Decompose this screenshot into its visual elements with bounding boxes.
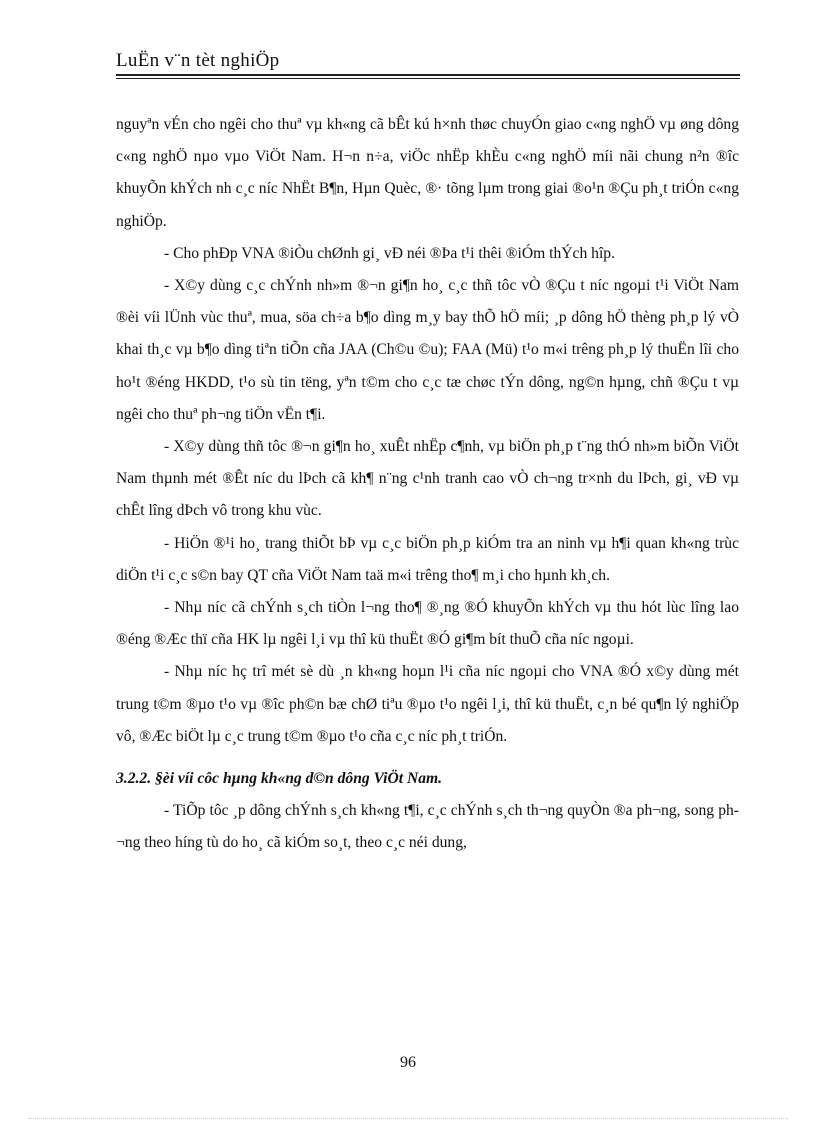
paragraph: - Nhµ níc hç trî mét sè dù ¸n kh«ng hoµn l¹i cña níc ngoµi cho VNA ®Ó x©y dùng mét trung t©m ®µo t¹o vµ ®îc ph©n bæ chØ tiªu ®µo t¹o ngêi l¸i, thî kü thuËt, c¸n bé qu¶n lý nghiÖp vô, ®Æc biÖt lµ c¸c trung t©m ®µo t¹o cña c¸c níc ph¸t triÓn. [116, 663, 739, 745]
paragraph: - Nhµ níc cã chÝnh s¸ch tiÒn l¬ng tho¶ ®¸ng ®Ó khuyÕn khÝch vµ thu hót lùc lîng lao ®éng ®Æc thï cña HK lµ ngêi l¸i vµ thî kü thuËt ®Ó gi¶m bít thuÕ cña níc ngoµi. [116, 599, 739, 649]
paragraph: - X©y dùng thñ tôc ®¬n gi¶n ho¸ xuÊt nhËp c¶nh, vµ biÖn ph¸p t¨ng thÓ nh»m biÕn ViÖt Nam thµnh mét ®Êt níc du lÞch cã kh¶ n¨ng c¹nh tranh cao vÒ ch¬ng tr×nh du lÞch, gi¸ vÐ vµ chÊt lîng dÞch vô trong khu vùc. [116, 438, 739, 520]
paragraph: - HiÖn ®¹i ho¸ trang thiÕt bÞ vµ c¸c biÖn ph¸p kiÓm tra an ninh vµ h¶i quan kh«ng trùc diÖn t¹i c¸c s©n bay QT cña ViÖt Nam taä m«i trêng tho¶ m¸i cho hµnh kh¸ch. [116, 534, 739, 584]
header-rule-thin [116, 78, 740, 79]
footer-divider [28, 1118, 788, 1119]
running-header: LuËn v¨n tèt nghiÖp [116, 50, 280, 71]
paragraph: nguyªn vÉn cho ngêi cho thuª vµ kh«ng cã bÊt kú h×nh thøc chuyÓn giao c«ng nghÖ vµ øng dông c«ng nghÖ nµo vµo ViÖt Nam. H¬n n÷a, viÖc nhËp khÈu c«ng nghÖ míi nãi chung n²n ®îc khuyÕn khÝch nh c¸c níc NhËt B¶n, Hµn Quèc, ®· tõng lµm trong giai ®o¹n ®Çu ph¸t triÓn c«ng nghiÖp. [116, 116, 739, 230]
paragraph: - TiÕp tôc ¸p dông chÝnh s¸ch kh«ng t¶i, c¸c chÝnh s¸ch th¬ng quyÒn ®a ph¬ng, song ph¬ng theo híng tù do ho¸ cã kiÓm so¸t, theo c¸c néi dung, [116, 802, 739, 852]
page-number: 96 [400, 1054, 416, 1071]
paragraph: - X©y dùng c¸c chÝnh nh»m ®¬n gi¶n ho¸ c¸c thñ tôc vÒ ®Çu t níc ngoµi t¹i ViÖt Nam ®èi víi lÜnh vùc thuª, mua, söa ch÷a b¶o dìng m¸y bay thÕ hÖ míi; ¸p dông hÖ thèng ph¸p lý vÒ khai th¸c vµ b¶o dìng tiªn tiÕn cña JAA (Ch©u ©u); FAA (Mü) t¹o m«i trêng ph¸p lý thuËn lîi cho ho¹t ®éng HKDD, t¹o sù tin tëng, yªn t©m cho c¸c tæ chøc tÝn dông, ng©n hµng, chñ ®Çu t vµ ngêi cho thuª ph¬ng tiÖn vËn t¶i. [116, 277, 739, 423]
paragraph: - Cho phÐp VNA ®iÒu chØnh gi¸ vÐ néi ®Þa t¹i thêi ®iÓm thÝch hîp. [164, 244, 615, 262]
header-rule-thick [116, 74, 740, 76]
document-body [116, 109, 739, 860]
section-heading: 3.2.2. §èi víi côc hµng kh«ng d©n dông ViÖt Nam. [116, 770, 443, 788]
